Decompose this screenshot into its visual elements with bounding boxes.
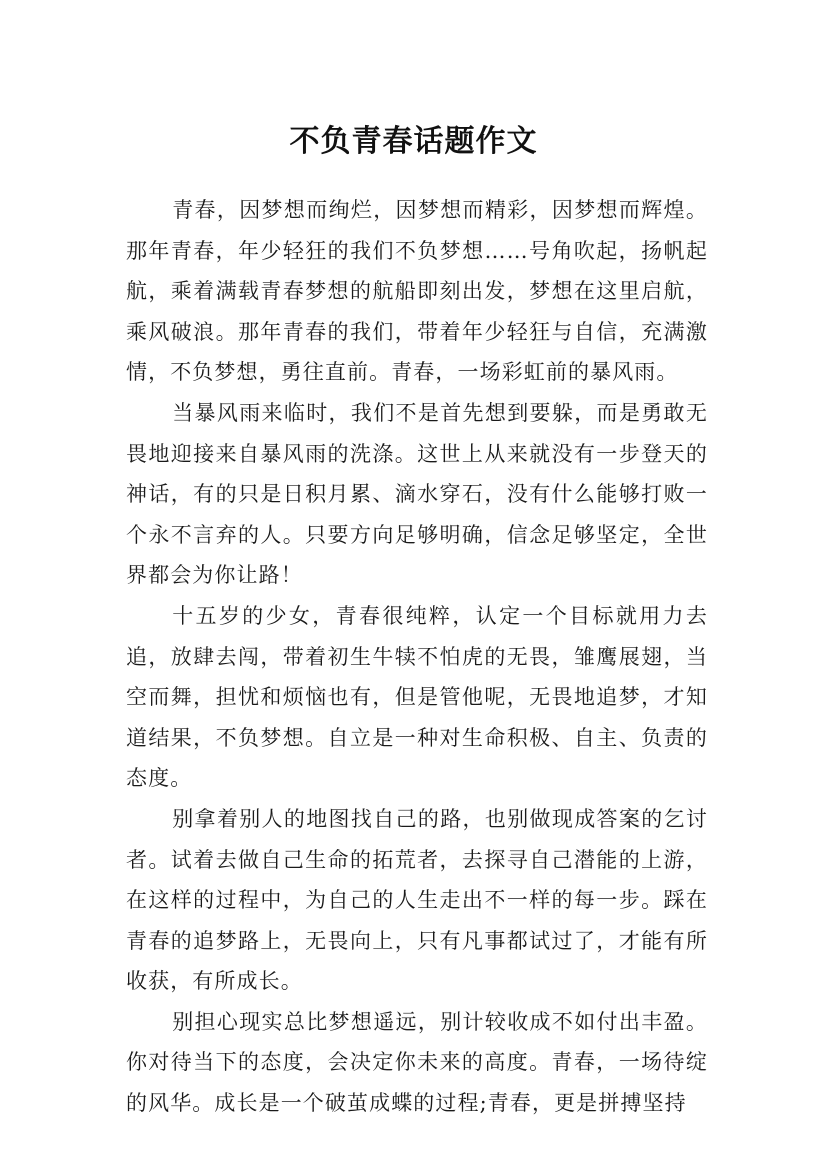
paragraph: 青春，因梦想而绚烂，因梦想而精彩，因梦想而辉煌。那年青春，年少轻狂的我们不负梦想……号角吹起，扬帆起航，乘着满载青春梦想的航船即刻出发，梦想在这里启航，乘风破浪。那年青春的我们，带着年少轻狂与自信，充满激情，不负梦想，勇往直前。青春，一场彩虹前的暴风雨。 (126, 198, 708, 385)
document-body (126, 190, 708, 1124)
paragraph: 别担心现实总比梦想遥远，别计较收成不如付出丰盈。你对待当下的态度，会决定你未来的高度。青春，一场待绽的风华。成长是一个破茧成蝶的过程;青春，更是拼搏坚持 (126, 1009, 708, 1116)
paragraph: 十五岁的少女，青春很纯粹，认定一个目标就用力去追，放肆去闯，带着初生牛犊不怕虎的无畏，雏鹰展翅，当空而舞，担忧和烦恼也有，但是管他呢，无畏地追梦，才知道结果，不负梦想。自立是一种对生命积极、自主、负责的态度。 (126, 603, 708, 791)
document-title: 不负青春话题作文 (289, 124, 538, 160)
paragraph: 别拿着别人的地图找自己的路，也别做现成答案的乞讨者。试着去做自己生命的拓荒者，去探寻自己潜能的上游，在这样的过程中，为自己的人生走出不一样的每一步。踩在青春的追梦路上，无畏向上，只有凡事都试过了，才能有所收获，有所成长。 (126, 806, 708, 994)
paragraph: 当暴风雨来临时，我们不是首先想到要躲，而是勇敢无畏地迎接来自暴风雨的洗涤。这世上从来就没有一步登天的神话，有的只是日积月累、滴水穿石，没有什么能够打败一个永不言弃的人。只要方向足够明确，信念足够坚定，全世界都会为你让路！ (126, 400, 708, 588)
